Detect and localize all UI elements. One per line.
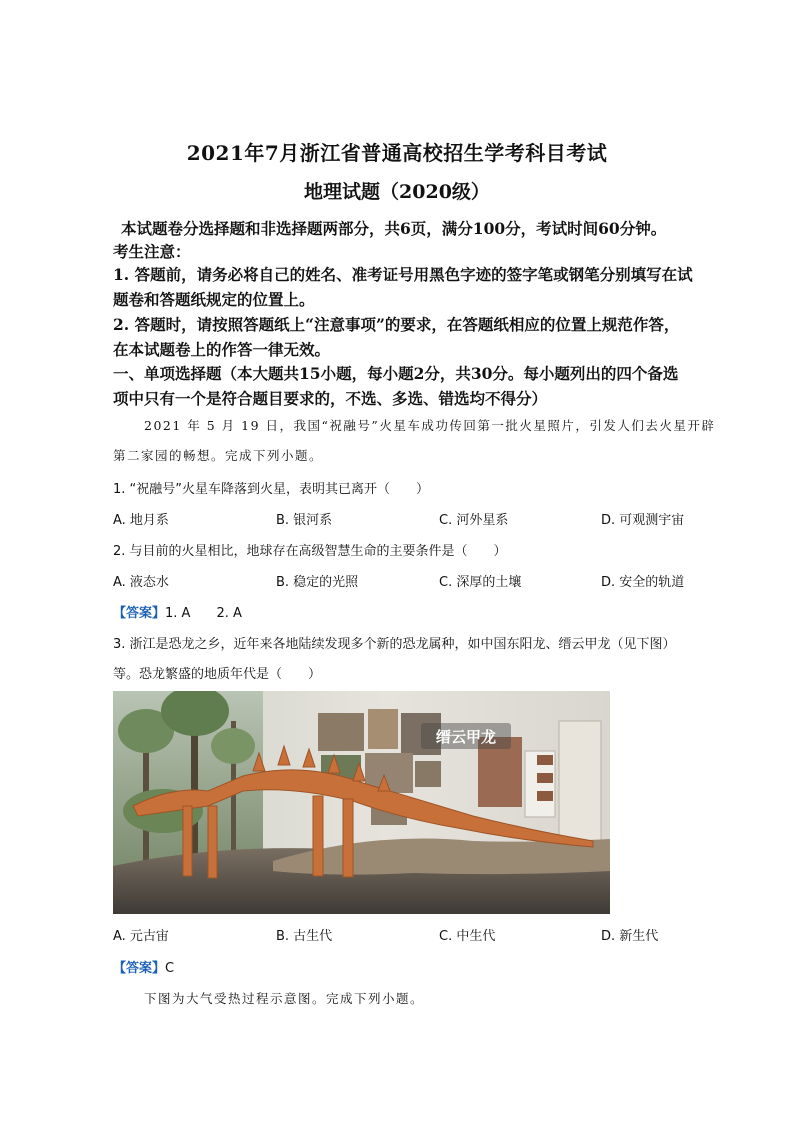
answer-block-2 — [113, 957, 174, 976]
section-1-heading-line-2: 项中只有一个是符合题目要求的，不选、多选、错选均不得分） — [113, 389, 548, 408]
question-2-option-c: C. 深厚的土壤 — [439, 575, 522, 590]
answer-text: 1. A 2. A — [165, 606, 242, 621]
question-1-option-b: B. 银河系 — [276, 513, 333, 528]
exam-subtitle: 地理试题（2020级） — [304, 181, 490, 203]
question-3-option-c: C. 中生代 — [439, 929, 496, 944]
question-2-option-a: A. 液态水 — [113, 575, 169, 590]
notice-item-1-line-2: 题卷和答题纸规定的位置上。 — [113, 290, 315, 309]
material-1-line-1: 2021 年 5 月 19 日，我国“祝融号”火星车成功传回第一批火星照片，引发人们去火星开辟 — [144, 418, 716, 433]
question-3-option-b: B. 古生代 — [276, 929, 333, 944]
exam-title: 2021年7月浙江省普通高校招生学考科目考试 — [186, 141, 608, 165]
question-3-stem-line-1: 3. 浙江是恐龙之乡，近年来各地陆续发现多个新的恐龙属种，如中国东阳龙、缙云甲龙（见下图） — [113, 637, 676, 652]
photo-label: 缙云甲龙 — [435, 728, 497, 746]
question-1-option-c: C. 河外星系 — [439, 513, 509, 528]
question-3-option-d: D. 新生代 — [601, 929, 659, 944]
question-1-stem: 1. “祝融号”火星车降落到火星，表明其已离开（ ） — [113, 482, 430, 497]
question-1-option-d: D. 可观测宇宙 — [601, 513, 685, 528]
section-1-heading-line-1: 一、单项选择题（本大题共15小题，每小题2分，共30分。每小题列出的四个备选 — [113, 364, 679, 383]
question-2-option-d: D. 安全的轨道 — [601, 575, 685, 590]
question-1-option-a: A. 地月系 — [113, 513, 169, 528]
notice-item-1-line-1: 1. 答题前，请务必将自己的姓名、准考证号用黑色字迹的签字笔或钢笔分别填写在试 — [113, 265, 693, 284]
answer-text: C — [165, 961, 175, 976]
question-2-option-b: B. 稳定的光照 — [276, 575, 359, 590]
answer-tag: 【答案】 — [113, 606, 166, 621]
dinosaur-fossil-photo — [113, 691, 610, 914]
question-3-option-a: A. 元古宙 — [113, 929, 169, 944]
notice-item-2-line-1: 2. 答题时，请按照答题纸上“注意事项”的要求，在答题纸相应的位置上规范作答， — [113, 315, 680, 334]
material-1-line-2: 第二家园的畅想。完成下列小题。 — [113, 448, 324, 463]
question-2-stem: 2. 与目前的火星相比，地球存在高级智慧生命的主要条件是（ ） — [113, 544, 507, 559]
answer-tag: 【答案】 — [113, 961, 166, 976]
answer-block-1 — [113, 602, 242, 621]
notice-item-2-line-2: 在本试题卷上的作答一律无效。 — [113, 340, 331, 359]
material-2-line-1: 下图为大气受热过程示意图。完成下列小题。 — [144, 991, 425, 1006]
question-3-stem-line-2: 等。恐龙繁盛的地质年代是（ ） — [113, 667, 322, 682]
notice-heading: 考生注意： — [113, 242, 191, 261]
notice-intro: 本试题卷分选择题和非选择题两部分，共6页，满分100分，考试时间60分钟。 — [121, 219, 667, 238]
